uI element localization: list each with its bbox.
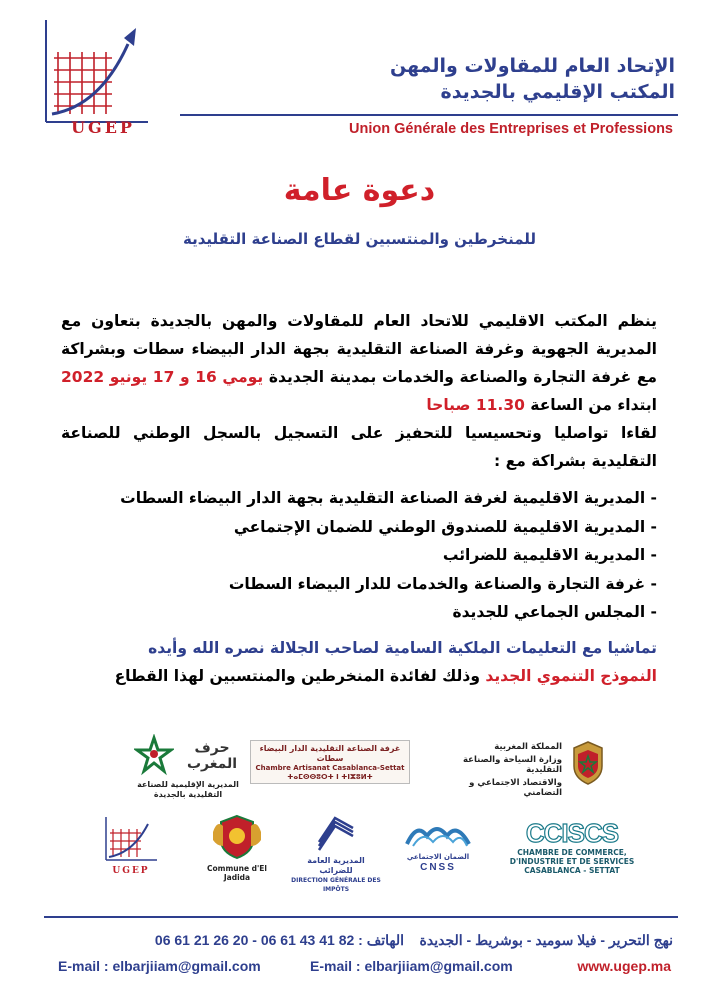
dgi-logo	[290, 812, 382, 894]
footer-email-2[interactable]: E-mail : elbarjiiam@gmail.com	[310, 958, 513, 974]
moroccan-emblem-icon	[568, 740, 608, 786]
ccis-mark: CCISCS	[525, 818, 619, 848]
time-prefix: ابتداء من الساعة	[530, 396, 657, 414]
org-name-french: Union Générale des Entreprises et Professions	[349, 121, 673, 137]
cnss-wave-icon	[403, 818, 473, 848]
footer-website-link[interactable]: www.ugep.ma	[577, 958, 671, 974]
list-item: - غرفة التجارة والصناعة والخدمات للدار البيضاء السطات	[57, 570, 657, 599]
commune-crest-icon	[209, 812, 265, 860]
ugep-logo-text: UGEP	[71, 118, 135, 137]
body-purpose: لقاءا تواصليا وتحسيسيا للتحفيز على التسجيل بالسجل الوطني للصناعة التقليدية بشراكة مع :	[61, 424, 657, 470]
cnss-logo	[398, 818, 478, 873]
ministry-line-3: والاقتصاد الاجتماعي و التضامني	[469, 778, 562, 798]
footer-address: نهج التحرير - فيلا سوميد - بوشريط - الجديدة	[419, 932, 673, 948]
closing-statement	[37, 634, 657, 690]
ministry-logo	[428, 740, 608, 798]
herf-logo	[128, 732, 248, 800]
commune-name: Commune d'El Jadida	[206, 864, 268, 882]
herf-caption: المديرية الإقليمية للصناعة التقليدية بالجديدة	[137, 780, 239, 799]
list-item: - المديرية الاقليمية لغرفة الصناعة التقليدية بجهة الدار البيضاء السطات	[57, 484, 657, 513]
ministry-line-2: وزارة السياحة والصناعة التقليدية	[462, 755, 562, 775]
dgi-mark-icon	[313, 812, 359, 852]
ugep-small-logo	[100, 816, 162, 876]
body-intro: ينظم المكتب الاقليمي للاتحاد العام للمقاولات والمهن بالجديدة بتعاون مع المديرية الجهوية وغرفة الصناعة التقليدية بجهة الدار البيضاء سطات وبشراكة مع غرفة التجارة والصناعة والخدمات بمدينة الجديدة	[61, 312, 657, 386]
header-divider	[180, 114, 678, 116]
herf-mark: حرف المغرب	[186, 740, 238, 772]
chambre-artisanat-logo	[250, 740, 410, 784]
footer-divider	[44, 916, 678, 918]
invitation-body	[61, 307, 657, 475]
partners-list	[57, 484, 657, 627]
ccis-line-3: CASABLANCA - SETTAT	[524, 866, 620, 875]
commune-logo	[200, 812, 274, 882]
footer-phones: الهاتف : 82 41 43 61 06 - 20 26 21 61 06	[154, 932, 404, 948]
ministry-line-1: المملكة المغربية	[494, 742, 562, 752]
page-title: دعوة عامة	[283, 173, 436, 208]
dgi-ar: المديرية العامة للضرائب	[307, 856, 365, 875]
ccis-line-2: D'INDUSTRIE ET DE SERVICES	[509, 857, 635, 866]
list-item: - المديرية الاقليمية للضرائب	[57, 541, 657, 570]
event-time: 11.30 صباحا	[426, 396, 525, 414]
chambre-tifinagh: ⵜⴰⵎⵙⵙⵓⵔⵜ ⵏ ⵜⵏⵣⵓⵍⵜ	[287, 773, 373, 781]
event-date: يومي 16 و 17 يونيو 2022	[61, 368, 264, 386]
org-name-arabic: الإتحاد العام للمقاولات والمهن	[390, 55, 675, 77]
closing-line-2: وذلك لفائدة المنخرطين والمنتسبين لهذا القطاع	[114, 667, 480, 685]
closing-highlight: النموذج التنموي الجديد	[485, 667, 657, 685]
dgi-fr: DIRECTION GÉNÉRALE DES IMPÔTS	[291, 877, 381, 893]
chambre-fr: Chambre Artisanat Casablanca-Settat	[255, 764, 405, 772]
cnss-ar: الضمان الاجتماعي	[406, 853, 470, 861]
closing-line-1: تماشيا مع التعليمات الملكية السامية لصاحب الجلالة نصره الله وأيده	[148, 639, 657, 657]
list-item: - المجلس الجماعي للجديدة	[57, 598, 657, 627]
ugep-small-text: UGEP	[112, 866, 150, 876]
footer-email-1[interactable]: E-mail : elbarjiiam@gmail.com	[58, 958, 261, 974]
org-office-arabic: المكتب الإقليمي بالجديدة	[440, 81, 675, 103]
ccis-logo	[508, 818, 636, 875]
cnss-fr: CNSS	[420, 862, 456, 873]
star-icon	[134, 734, 174, 778]
ccis-line-1: CHAMBRE DE COMMERCE,	[517, 848, 627, 857]
page-subtitle: للمنخرطين والمنتسبين لقطاع الصناعة التقليدية	[182, 230, 537, 248]
ugep-small-icon	[103, 816, 159, 862]
chambre-ar: غرفة الصناعة التقليدية الدار البيضاء سطات	[259, 744, 401, 763]
list-item: - المديرية الاقليمية للصندوق الوطني للضمان الإجتماعي	[57, 513, 657, 542]
